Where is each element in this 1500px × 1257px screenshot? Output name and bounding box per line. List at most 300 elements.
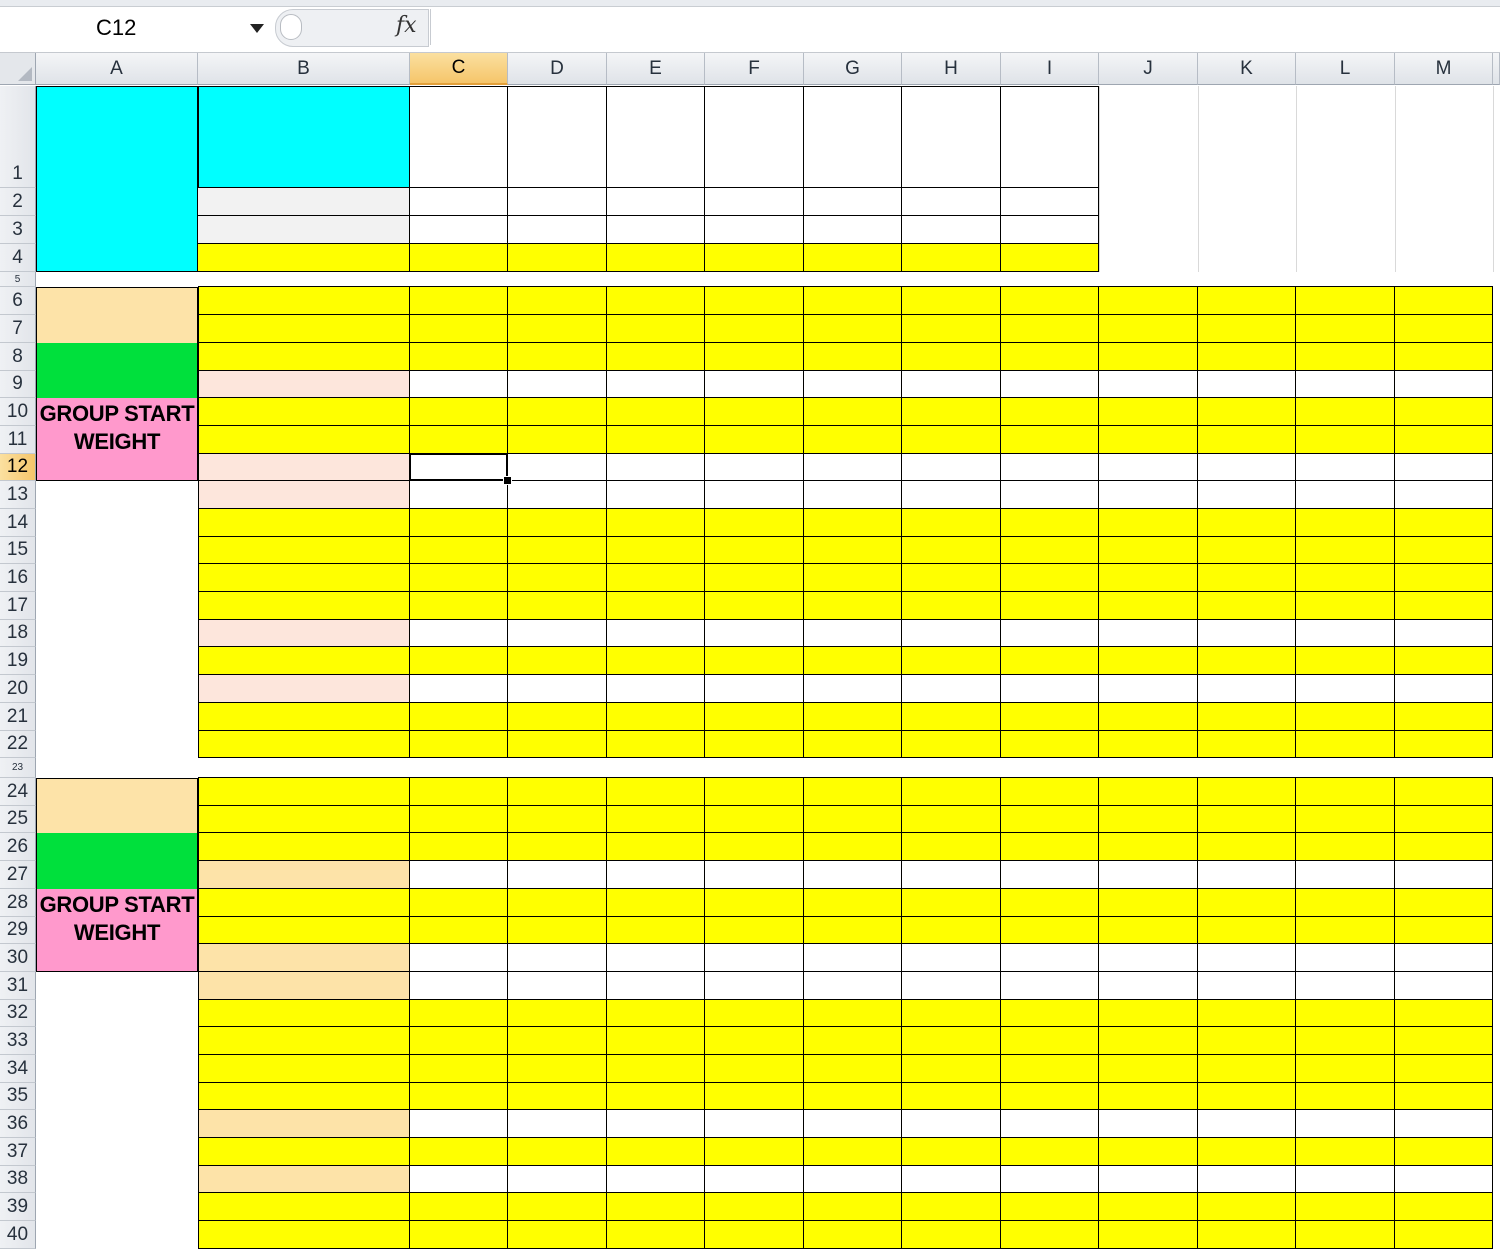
cell-d11[interactable] <box>508 426 607 454</box>
cell-m29[interactable] <box>1395 917 1493 944</box>
cell-g37[interactable] <box>804 1138 902 1166</box>
cell-l34[interactable] <box>1296 1055 1395 1083</box>
cell-f9[interactable] <box>705 371 804 398</box>
cell-k6[interactable] <box>1198 287 1296 315</box>
cell-f17[interactable] <box>705 592 804 620</box>
cell-i18[interactable] <box>1001 620 1099 647</box>
cell-m26[interactable] <box>1395 833 1493 861</box>
cell-c35[interactable] <box>410 1083 508 1110</box>
cell-g34[interactable] <box>804 1055 902 1083</box>
column-header-c[interactable]: C <box>410 53 508 85</box>
cell-e13[interactable] <box>607 481 705 509</box>
cell-j26[interactable] <box>1099 833 1198 861</box>
row-header-15[interactable]: 15 <box>0 537 36 564</box>
row-header-27[interactable]: 27 <box>0 861 36 889</box>
cell-h6[interactable] <box>902 287 1001 315</box>
cell-g25[interactable] <box>804 806 902 833</box>
cost-cell-e[interactable] <box>607 244 705 272</box>
cell-d8[interactable] <box>508 343 607 371</box>
cell-c30[interactable] <box>410 944 508 972</box>
cell-g24[interactable] <box>804 778 902 806</box>
cell-l26[interactable] <box>1296 833 1395 861</box>
cell-h15[interactable] <box>902 537 1001 564</box>
cell-f37[interactable] <box>705 1138 804 1166</box>
row-header-33[interactable]: 33 <box>0 1027 36 1055</box>
cell-e35[interactable] <box>607 1083 705 1110</box>
cell-i25[interactable] <box>1001 806 1099 833</box>
cell-m30[interactable] <box>1395 944 1493 972</box>
column-header-b[interactable]: B <box>198 53 410 85</box>
cell-i27[interactable] <box>1001 861 1099 889</box>
cell-c10[interactable] <box>410 398 508 426</box>
bag-weight-cell-h[interactable] <box>902 216 1001 244</box>
cell-m33[interactable] <box>1395 1027 1493 1055</box>
cell-c21[interactable] <box>410 703 508 731</box>
cell-e24[interactable] <box>607 778 705 806</box>
cell-f34[interactable] <box>705 1055 804 1083</box>
cell-j9[interactable] <box>1099 371 1198 398</box>
cell-d32[interactable] <box>508 1000 607 1027</box>
column-header-e[interactable]: E <box>607 53 705 85</box>
cell-g16[interactable] <box>804 564 902 592</box>
cell-l31[interactable] <box>1296 972 1395 1000</box>
cell-e30[interactable] <box>607 944 705 972</box>
cell-j35[interactable] <box>1099 1083 1198 1110</box>
cell-f21[interactable] <box>705 703 804 731</box>
cell-e11[interactable] <box>607 426 705 454</box>
cell-g33[interactable] <box>804 1027 902 1055</box>
price-cell-i[interactable] <box>1001 188 1099 216</box>
cell-l10[interactable] <box>1296 398 1395 426</box>
cell-j36[interactable] <box>1099 1110 1198 1138</box>
cell-l19[interactable] <box>1296 647 1395 675</box>
name-box[interactable] <box>0 8 272 48</box>
cell-l37[interactable] <box>1296 1138 1395 1166</box>
cell-j32[interactable] <box>1099 1000 1198 1027</box>
cell-l22[interactable] <box>1296 731 1395 758</box>
cell-m11[interactable] <box>1395 426 1493 454</box>
cell-i31[interactable] <box>1001 972 1099 1000</box>
cell-e9[interactable] <box>607 371 705 398</box>
cell-i38[interactable] <box>1001 1166 1099 1193</box>
cell-f11[interactable] <box>705 426 804 454</box>
cell-c13[interactable] <box>410 481 508 509</box>
row-header-30[interactable]: 30 <box>0 944 36 972</box>
cell-e7[interactable] <box>607 315 705 343</box>
feed-name-cell-d[interactable] <box>508 86 607 188</box>
cell-l18[interactable] <box>1296 620 1395 647</box>
cell-l33[interactable] <box>1296 1027 1395 1055</box>
cell-j18[interactable] <box>1099 620 1198 647</box>
row-header-23[interactable]: 23 <box>0 758 36 778</box>
cell-f25[interactable] <box>705 806 804 833</box>
cell-g22[interactable] <box>804 731 902 758</box>
cell-m27[interactable] <box>1395 861 1493 889</box>
cell-f31[interactable] <box>705 972 804 1000</box>
row-header-16[interactable]: 16 <box>0 564 36 592</box>
column-header-a[interactable]: A <box>36 53 198 85</box>
cell-i9[interactable] <box>1001 371 1099 398</box>
cell-h26[interactable] <box>902 833 1001 861</box>
cell-m8[interactable] <box>1395 343 1493 371</box>
cell-h25[interactable] <box>902 806 1001 833</box>
cell-f28[interactable] <box>705 889 804 917</box>
cell-f7[interactable] <box>705 315 804 343</box>
cell-h29[interactable] <box>902 917 1001 944</box>
cell-e20[interactable] <box>607 675 705 703</box>
cell-e19[interactable] <box>607 647 705 675</box>
cell-k28[interactable] <box>1198 889 1296 917</box>
cell-m16[interactable] <box>1395 564 1493 592</box>
cell-d29[interactable] <box>508 917 607 944</box>
cell-d15[interactable] <box>508 537 607 564</box>
cell-e38[interactable] <box>607 1166 705 1193</box>
row-header-35[interactable]: 35 <box>0 1083 36 1110</box>
cost-cell-h[interactable] <box>902 244 1001 272</box>
row-header-18[interactable]: 18 <box>0 620 36 647</box>
bag-weight-cell-i[interactable] <box>1001 216 1099 244</box>
cell-k21[interactable] <box>1198 703 1296 731</box>
cell-d35[interactable] <box>508 1083 607 1110</box>
cell-e12[interactable] <box>607 454 705 481</box>
cell-d12[interactable] <box>508 454 607 481</box>
cell-e39[interactable] <box>607 1193 705 1221</box>
cell-e15[interactable] <box>607 537 705 564</box>
cell-f38[interactable] <box>705 1166 804 1193</box>
column-header-g[interactable]: G <box>804 53 902 85</box>
price-cell-c[interactable] <box>410 188 508 216</box>
cell-d10[interactable] <box>508 398 607 426</box>
cell-i7[interactable] <box>1001 315 1099 343</box>
cell-i35[interactable] <box>1001 1083 1099 1110</box>
cell-g20[interactable] <box>804 675 902 703</box>
cell-g8[interactable] <box>804 343 902 371</box>
cell-d18[interactable] <box>508 620 607 647</box>
cell-h39[interactable] <box>902 1193 1001 1221</box>
cell-e33[interactable] <box>607 1027 705 1055</box>
cell-f20[interactable] <box>705 675 804 703</box>
cell-e36[interactable] <box>607 1110 705 1138</box>
cell-f14[interactable] <box>705 509 804 537</box>
cell-k37[interactable] <box>1198 1138 1296 1166</box>
cell-j19[interactable] <box>1099 647 1198 675</box>
cell-h12[interactable] <box>902 454 1001 481</box>
cell-e27[interactable] <box>607 861 705 889</box>
cell-h38[interactable] <box>902 1166 1001 1193</box>
cell-l40[interactable] <box>1296 1221 1395 1249</box>
cell-l35[interactable] <box>1296 1083 1395 1110</box>
cell-l30[interactable] <box>1296 944 1395 972</box>
cost-cell-i[interactable] <box>1001 244 1099 272</box>
cell-g17[interactable] <box>804 592 902 620</box>
cell-e18[interactable] <box>607 620 705 647</box>
cell-k12[interactable] <box>1198 454 1296 481</box>
cell-c22[interactable] <box>410 731 508 758</box>
cell-d6[interactable] <box>508 287 607 315</box>
row-header-25[interactable]: 25 <box>0 806 36 833</box>
cell-m14[interactable] <box>1395 509 1493 537</box>
cell-h7[interactable] <box>902 315 1001 343</box>
column-header-d[interactable]: D <box>508 53 607 85</box>
cell-e8[interactable] <box>607 343 705 371</box>
row-header-14[interactable]: 14 <box>0 509 36 537</box>
cell-i8[interactable] <box>1001 343 1099 371</box>
cell-i36[interactable] <box>1001 1110 1099 1138</box>
column-header-h[interactable]: H <box>902 53 1001 85</box>
cell-d28[interactable] <box>508 889 607 917</box>
cell-k8[interactable] <box>1198 343 1296 371</box>
cell-i26[interactable] <box>1001 833 1099 861</box>
cell-d13[interactable] <box>508 481 607 509</box>
bag-weight-cell-d[interactable] <box>508 216 607 244</box>
cell-g38[interactable] <box>804 1166 902 1193</box>
cell-c14[interactable] <box>410 509 508 537</box>
cell-l8[interactable] <box>1296 343 1395 371</box>
cell-j37[interactable] <box>1099 1138 1198 1166</box>
cell-d38[interactable] <box>508 1166 607 1193</box>
cell-g31[interactable] <box>804 972 902 1000</box>
cell-i39[interactable] <box>1001 1193 1099 1221</box>
cell-m7[interactable] <box>1395 315 1493 343</box>
cell-l28[interactable] <box>1296 889 1395 917</box>
cell-f39[interactable] <box>705 1193 804 1221</box>
cell-g21[interactable] <box>804 703 902 731</box>
cell-k14[interactable] <box>1198 509 1296 537</box>
active-cell-cursor[interactable] <box>409 453 508 481</box>
cell-l32[interactable] <box>1296 1000 1395 1027</box>
cell-e10[interactable] <box>607 398 705 426</box>
cell-j12[interactable] <box>1099 454 1198 481</box>
cell-g6[interactable] <box>804 287 902 315</box>
cell-l25[interactable] <box>1296 806 1395 833</box>
row-header-32[interactable]: 32 <box>0 1000 36 1027</box>
cell-f33[interactable] <box>705 1027 804 1055</box>
cell-h13[interactable] <box>902 481 1001 509</box>
cell-d24[interactable] <box>508 778 607 806</box>
cell-k9[interactable] <box>1198 371 1296 398</box>
cell-l27[interactable] <box>1296 861 1395 889</box>
cell-m24[interactable] <box>1395 778 1493 806</box>
cell-c26[interactable] <box>410 833 508 861</box>
cell-c17[interactable] <box>410 592 508 620</box>
cell-i13[interactable] <box>1001 481 1099 509</box>
cell-k13[interactable] <box>1198 481 1296 509</box>
cell-j27[interactable] <box>1099 861 1198 889</box>
cell-m32[interactable] <box>1395 1000 1493 1027</box>
cell-e16[interactable] <box>607 564 705 592</box>
cell-i21[interactable] <box>1001 703 1099 731</box>
feed-name-cell-h[interactable] <box>902 86 1001 188</box>
cell-j29[interactable] <box>1099 917 1198 944</box>
cell-g12[interactable] <box>804 454 902 481</box>
cell-l7[interactable] <box>1296 315 1395 343</box>
row-header-1[interactable]: 1 <box>0 86 36 188</box>
column-header-i[interactable]: I <box>1001 53 1099 85</box>
cell-g19[interactable] <box>804 647 902 675</box>
cell-i10[interactable] <box>1001 398 1099 426</box>
cell-j16[interactable] <box>1099 564 1198 592</box>
cell-j30[interactable] <box>1099 944 1198 972</box>
cell-m13[interactable] <box>1395 481 1493 509</box>
cell-d39[interactable] <box>508 1193 607 1221</box>
cell-g18[interactable] <box>804 620 902 647</box>
cell-h30[interactable] <box>902 944 1001 972</box>
cell-c37[interactable] <box>410 1138 508 1166</box>
row-header-34[interactable]: 34 <box>0 1055 36 1083</box>
column-header-l[interactable]: L <box>1296 53 1395 85</box>
cell-g14[interactable] <box>804 509 902 537</box>
cell-e26[interactable] <box>607 833 705 861</box>
cell-d7[interactable] <box>508 315 607 343</box>
cell-m36[interactable] <box>1395 1110 1493 1138</box>
cell-g32[interactable] <box>804 1000 902 1027</box>
cell-e17[interactable] <box>607 592 705 620</box>
cell-j38[interactable] <box>1099 1166 1198 1193</box>
cell-f8[interactable] <box>705 343 804 371</box>
cell-i16[interactable] <box>1001 564 1099 592</box>
cell-k30[interactable] <box>1198 944 1296 972</box>
bag-weight-cell-f[interactable] <box>705 216 804 244</box>
cell-g28[interactable] <box>804 889 902 917</box>
column-header-j[interactable]: J <box>1099 53 1198 85</box>
cell-k34[interactable] <box>1198 1055 1296 1083</box>
cell-m10[interactable] <box>1395 398 1493 426</box>
cell-m38[interactable] <box>1395 1166 1493 1193</box>
cell-h9[interactable] <box>902 371 1001 398</box>
row-header-24[interactable]: 24 <box>0 778 36 806</box>
cell-f16[interactable] <box>705 564 804 592</box>
bag-weight-cell-g[interactable] <box>804 216 902 244</box>
cell-k15[interactable] <box>1198 537 1296 564</box>
row-header-22[interactable]: 22 <box>0 731 36 758</box>
cell-k40[interactable] <box>1198 1221 1296 1249</box>
cell-l39[interactable] <box>1296 1193 1395 1221</box>
cell-c38[interactable] <box>410 1166 508 1193</box>
cell-j33[interactable] <box>1099 1027 1198 1055</box>
cell-d34[interactable] <box>508 1055 607 1083</box>
cell-j6[interactable] <box>1099 287 1198 315</box>
cell-l6[interactable] <box>1296 287 1395 315</box>
row-header-3[interactable]: 3 <box>0 216 36 244</box>
cell-l36[interactable] <box>1296 1110 1395 1138</box>
cell-i24[interactable] <box>1001 778 1099 806</box>
cell-d16[interactable] <box>508 564 607 592</box>
cell-g26[interactable] <box>804 833 902 861</box>
formula-input[interactable] <box>430 9 1499 45</box>
cell-g36[interactable] <box>804 1110 902 1138</box>
row-header-2[interactable]: 2 <box>0 188 36 216</box>
cell-d30[interactable] <box>508 944 607 972</box>
cost-cell-f[interactable] <box>705 244 804 272</box>
cell-j28[interactable] <box>1099 889 1198 917</box>
cell-d14[interactable] <box>508 509 607 537</box>
cell-f6[interactable] <box>705 287 804 315</box>
cost-cell-d[interactable] <box>508 244 607 272</box>
cell-m15[interactable] <box>1395 537 1493 564</box>
cell-k10[interactable] <box>1198 398 1296 426</box>
cell-i17[interactable] <box>1001 592 1099 620</box>
row-header-7[interactable]: 7 <box>0 315 36 343</box>
cell-j21[interactable] <box>1099 703 1198 731</box>
cell-i33[interactable] <box>1001 1027 1099 1055</box>
cell-k18[interactable] <box>1198 620 1296 647</box>
row-header-8[interactable]: 8 <box>0 343 36 371</box>
cell-k17[interactable] <box>1198 592 1296 620</box>
cell-f29[interactable] <box>705 917 804 944</box>
cell-m28[interactable] <box>1395 889 1493 917</box>
cell-m17[interactable] <box>1395 592 1493 620</box>
cell-i28[interactable] <box>1001 889 1099 917</box>
price-cell-h[interactable] <box>902 188 1001 216</box>
cell-m21[interactable] <box>1395 703 1493 731</box>
row-header-26[interactable]: 26 <box>0 833 36 861</box>
cell-e25[interactable] <box>607 806 705 833</box>
cell-k16[interactable] <box>1198 564 1296 592</box>
cell-i30[interactable] <box>1001 944 1099 972</box>
cell-e34[interactable] <box>607 1055 705 1083</box>
row-header-4[interactable]: 4 <box>0 244 36 272</box>
cell-i29[interactable] <box>1001 917 1099 944</box>
cell-e22[interactable] <box>607 731 705 758</box>
cell-g7[interactable] <box>804 315 902 343</box>
cell-c16[interactable] <box>410 564 508 592</box>
cell-m34[interactable] <box>1395 1055 1493 1083</box>
cell-c18[interactable] <box>410 620 508 647</box>
cell-h11[interactable] <box>902 426 1001 454</box>
cell-i22[interactable] <box>1001 731 1099 758</box>
cell-d19[interactable] <box>508 647 607 675</box>
feed-name-cell-e[interactable] <box>607 86 705 188</box>
cell-j13[interactable] <box>1099 481 1198 509</box>
cell-c36[interactable] <box>410 1110 508 1138</box>
cell-k33[interactable] <box>1198 1027 1296 1055</box>
cell-k20[interactable] <box>1198 675 1296 703</box>
cell-h36[interactable] <box>902 1110 1001 1138</box>
cell-h28[interactable] <box>902 889 1001 917</box>
cell-l13[interactable] <box>1296 481 1395 509</box>
name-box-dropdown-icon[interactable] <box>250 24 264 33</box>
cell-h32[interactable] <box>902 1000 1001 1027</box>
cell-k22[interactable] <box>1198 731 1296 758</box>
cell-l16[interactable] <box>1296 564 1395 592</box>
cell-d36[interactable] <box>508 1110 607 1138</box>
cell-h18[interactable] <box>902 620 1001 647</box>
insert-function-icon[interactable]: fx <box>396 13 417 38</box>
cell-h37[interactable] <box>902 1138 1001 1166</box>
cell-c6[interactable] <box>410 287 508 315</box>
cell-h20[interactable] <box>902 675 1001 703</box>
cell-f24[interactable] <box>705 778 804 806</box>
cell-c33[interactable] <box>410 1027 508 1055</box>
cell-k32[interactable] <box>1198 1000 1296 1027</box>
cell-d27[interactable] <box>508 861 607 889</box>
cell-f27[interactable] <box>705 861 804 889</box>
cell-f36[interactable] <box>705 1110 804 1138</box>
price-cell-g[interactable] <box>804 188 902 216</box>
cell-k26[interactable] <box>1198 833 1296 861</box>
cell-m37[interactable] <box>1395 1138 1493 1166</box>
cell-h22[interactable] <box>902 731 1001 758</box>
cell-k11[interactable] <box>1198 426 1296 454</box>
row-header-21[interactable]: 21 <box>0 703 36 731</box>
cell-l29[interactable] <box>1296 917 1395 944</box>
price-cell-d[interactable] <box>508 188 607 216</box>
row-header-5[interactable]: 5 <box>0 272 36 287</box>
cell-c25[interactable] <box>410 806 508 833</box>
row-header-31[interactable]: 31 <box>0 972 36 1000</box>
row-header-17[interactable]: 17 <box>0 592 36 620</box>
cell-j10[interactable] <box>1099 398 1198 426</box>
